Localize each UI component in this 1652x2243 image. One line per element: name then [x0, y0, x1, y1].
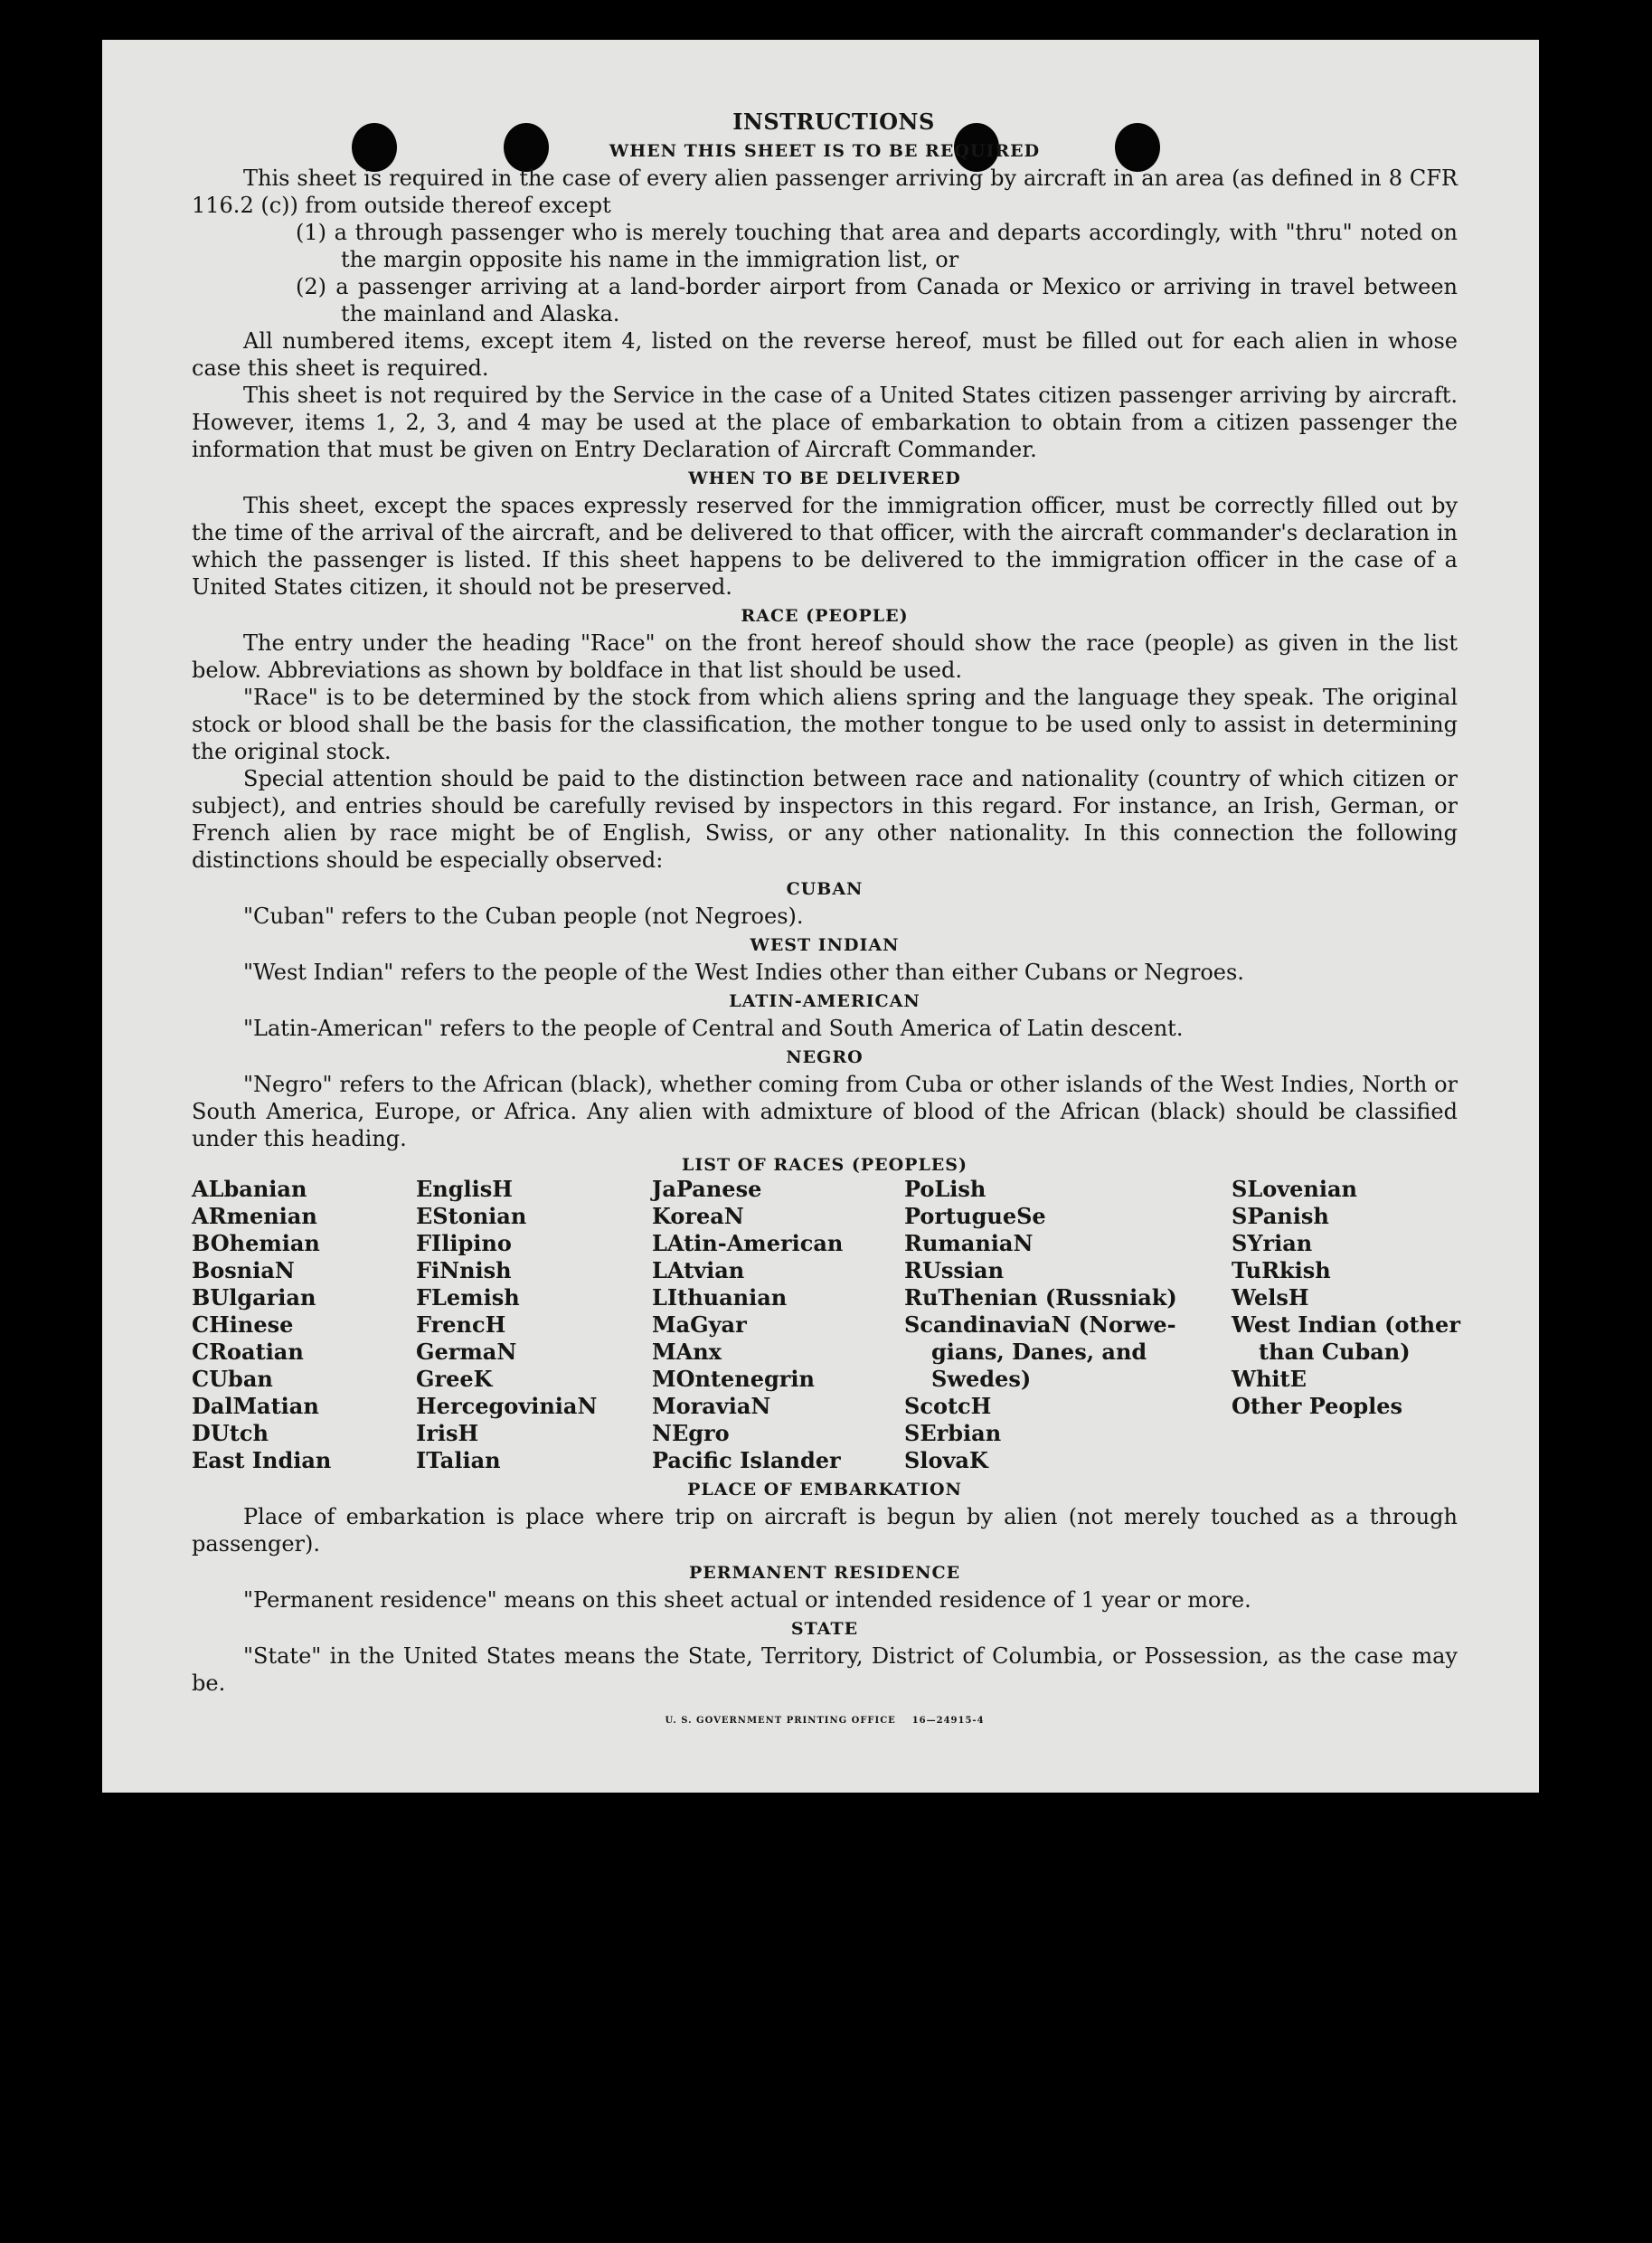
race-item: SErbian — [904, 1420, 1002, 1446]
race-item: RUssian — [904, 1257, 1005, 1283]
paragraph: All numbered items, except item 4, listed on the reverse hereof, must be filled out for each alien in whose case this sheet is required. — [192, 328, 1458, 381]
race-item: East Indian — [192, 1447, 332, 1473]
race-item: IrisH — [416, 1420, 479, 1446]
race-item: West Indian (other — [1232, 1311, 1460, 1338]
race-item: FIlipino — [416, 1230, 512, 1256]
numbered-item: (1) a through passenger who is merely touching that area and departs accordingly, with "thru" noted on the margin opposite his name in the immigration list, or — [296, 220, 1458, 272]
race-list — [192, 1176, 1458, 1474]
race-item: BosniaN — [192, 1257, 295, 1283]
race-item: JaPanese — [652, 1176, 762, 1202]
race-item: EnglisH — [416, 1176, 513, 1202]
section-heading: STATE — [790, 1619, 859, 1639]
race-item: CRoatian — [192, 1339, 304, 1365]
section-heading: LATIN-AMERICAN — [729, 991, 920, 1011]
race-column — [904, 1176, 1232, 1474]
race-item: ITalian — [416, 1447, 501, 1473]
instructions-body — [192, 109, 1458, 1735]
race-item: WelsH — [1232, 1284, 1309, 1311]
race-item: LIthuanian — [652, 1284, 788, 1311]
paragraph: "Cuban" refers to the Cuban people (not Negroes). — [243, 904, 804, 929]
race-item: ARmenian — [192, 1203, 317, 1229]
section-heading: RACE (PEOPLE) — [741, 606, 909, 626]
race-item: FiNnish — [416, 1257, 512, 1283]
race-item: SLovenian — [1232, 1176, 1357, 1202]
paragraph: The entry under the heading "Race" on the front hereof should show the race (people) as given in the list below. Abbreviations as shown by boldface in that list should be used. — [192, 630, 1458, 683]
race-item: Pacific Islander — [652, 1447, 841, 1473]
paragraph: This sheet, except the spaces expressly reserved for the immigration officer, must be correctly filled out by the time of the arrival of the aircraft, and be delivered to that officer, with the aircraft commander's declaration in which the passenger is listed. If this sheet happens to be delivered to the immigration officer in the case of a United States citizen, it should not be preserved. — [192, 493, 1458, 600]
race-item: BUlgarian — [192, 1284, 316, 1311]
race-item: LAtvian — [652, 1257, 745, 1283]
race-item: PortugueSe — [904, 1203, 1046, 1229]
race-item: gians, Danes, and — [931, 1339, 1147, 1365]
document-page — [102, 40, 1539, 1793]
race-item: than Cuban) — [1259, 1339, 1411, 1365]
section-heading: WHEN THIS SHEET IS TO BE REQUIRED — [609, 141, 1041, 161]
race-item: GreeK — [416, 1366, 493, 1392]
paragraph: "West Indian" refers to the people of the West Indies other than either Cubans or Negroes. — [243, 960, 1244, 985]
race-item: WhitE — [1232, 1366, 1307, 1392]
race-item: MoraviaN — [652, 1393, 771, 1419]
race-item: CUban — [192, 1366, 273, 1392]
race-item: SPanish — [1232, 1203, 1329, 1229]
race-item: TuRkish — [1232, 1257, 1331, 1283]
race-item: CHinese — [192, 1311, 294, 1338]
race-item: FLemish — [416, 1284, 520, 1311]
race-item: Other Peoples — [1232, 1393, 1403, 1419]
race-item: GermaN — [416, 1339, 517, 1365]
race-column — [652, 1176, 904, 1474]
race-item: SYrian — [1232, 1230, 1313, 1256]
race-item: BOhemian — [192, 1230, 320, 1256]
section-heading: LIST OF RACES (PEOPLES) — [682, 1155, 968, 1175]
section-heading: WHEN TO BE DELIVERED — [688, 468, 961, 488]
race-column — [192, 1176, 416, 1474]
race-item: MaGyar — [652, 1311, 747, 1338]
section-heading: WEST INDIAN — [750, 935, 900, 955]
race-item: KoreaN — [652, 1203, 744, 1229]
race-item: LAtin-American — [652, 1230, 844, 1256]
race-item: MOntenegrin — [652, 1366, 815, 1392]
paragraph: "State" in the United States means the State, Territory, District of Columbia, or Possession, as the case may be. — [192, 1643, 1458, 1696]
race-item: SlovaK — [904, 1447, 988, 1473]
paragraph: "Latin-American" refers to the people of Central and South America of Latin descent. — [243, 1016, 1184, 1041]
race-column — [416, 1176, 652, 1474]
race-item: RuThenian (Russniak) — [904, 1284, 1177, 1311]
printer-imprint: U. S. GOVERNMENT PRINTING OFFICE 16—24915-4 — [665, 1716, 985, 1726]
race-item: EStonian — [416, 1203, 527, 1229]
race-item: DUtch — [192, 1420, 269, 1446]
race-item: PoLish — [904, 1176, 986, 1202]
section-heading: CUBAN — [786, 879, 864, 899]
section-heading: PERMANENT RESIDENCE — [688, 1563, 961, 1583]
paragraph: This sheet is not required by the Service in the case of a United States citizen passenger arriving by aircraft. However, items 1, 2, 3, and 4 may be used at the place of embarkation to obtain from a citizen passenger the information that must be given on Entry Declaration of Aircraft Commander. — [192, 383, 1458, 462]
race-item: HercegoviniaN — [416, 1393, 598, 1419]
paragraph: "Permanent residence" means on this sheet actual or intended residence of 1 year or more. — [243, 1587, 1251, 1613]
paragraph: "Negro" refers to the African (black), whether coming from Cuba or other islands of the West Indies, North or South America, Europe, or Africa. Any alien with admixture of blood of the African (black) should be classified under this heading. — [192, 1072, 1458, 1151]
paragraph: This sheet is required in the case of every alien passenger arriving by aircraft in an area (as defined in 8 CFR 116.2 (c)) from outside thereof except — [192, 166, 1458, 218]
race-item: RumaniaN — [904, 1230, 1034, 1256]
paragraph: Special attention should be paid to the distinction between race and nationality (country of which citizen or subject), and entries should be carefully revised by inspectors in this regard. For instance, an Irish, German, or French alien by race might be of English, Swiss, or any other nationality. In this connection the following distinctions should be especially observed: — [192, 766, 1458, 873]
paragraph: Place of embarkation is place where trip on aircraft is begun by alien (not merely touched as a through passenger). — [192, 1504, 1458, 1557]
section-heading: NEGRO — [786, 1047, 864, 1067]
race-item: MAnx — [652, 1339, 722, 1365]
race-item: Swedes) — [931, 1366, 1032, 1392]
race-item: ScotcH — [904, 1393, 992, 1419]
race-item: DalMatian — [192, 1393, 319, 1419]
section-heading: PLACE OF EMBARKATION — [687, 1480, 962, 1500]
race-column — [1232, 1176, 1460, 1474]
race-item: ScandinaviaN (Norwe- — [904, 1311, 1176, 1338]
numbered-item: (2) a passenger arriving at a land-border airport from Canada or Mexico or arriving in travel between the mainland and Alaska. — [296, 274, 1458, 327]
paragraph: "Race" is to be determined by the stock from which aliens spring and the language they speak. The original stock or blood shall be the basis for the classification, the mother tongue to be used only to assist in determining the original stock. — [192, 685, 1458, 764]
race-item: ALbanian — [192, 1176, 307, 1202]
page-title: INSTRUCTIONS — [732, 109, 935, 135]
race-item: FrencH — [416, 1311, 506, 1338]
race-item: NEgro — [652, 1420, 730, 1446]
